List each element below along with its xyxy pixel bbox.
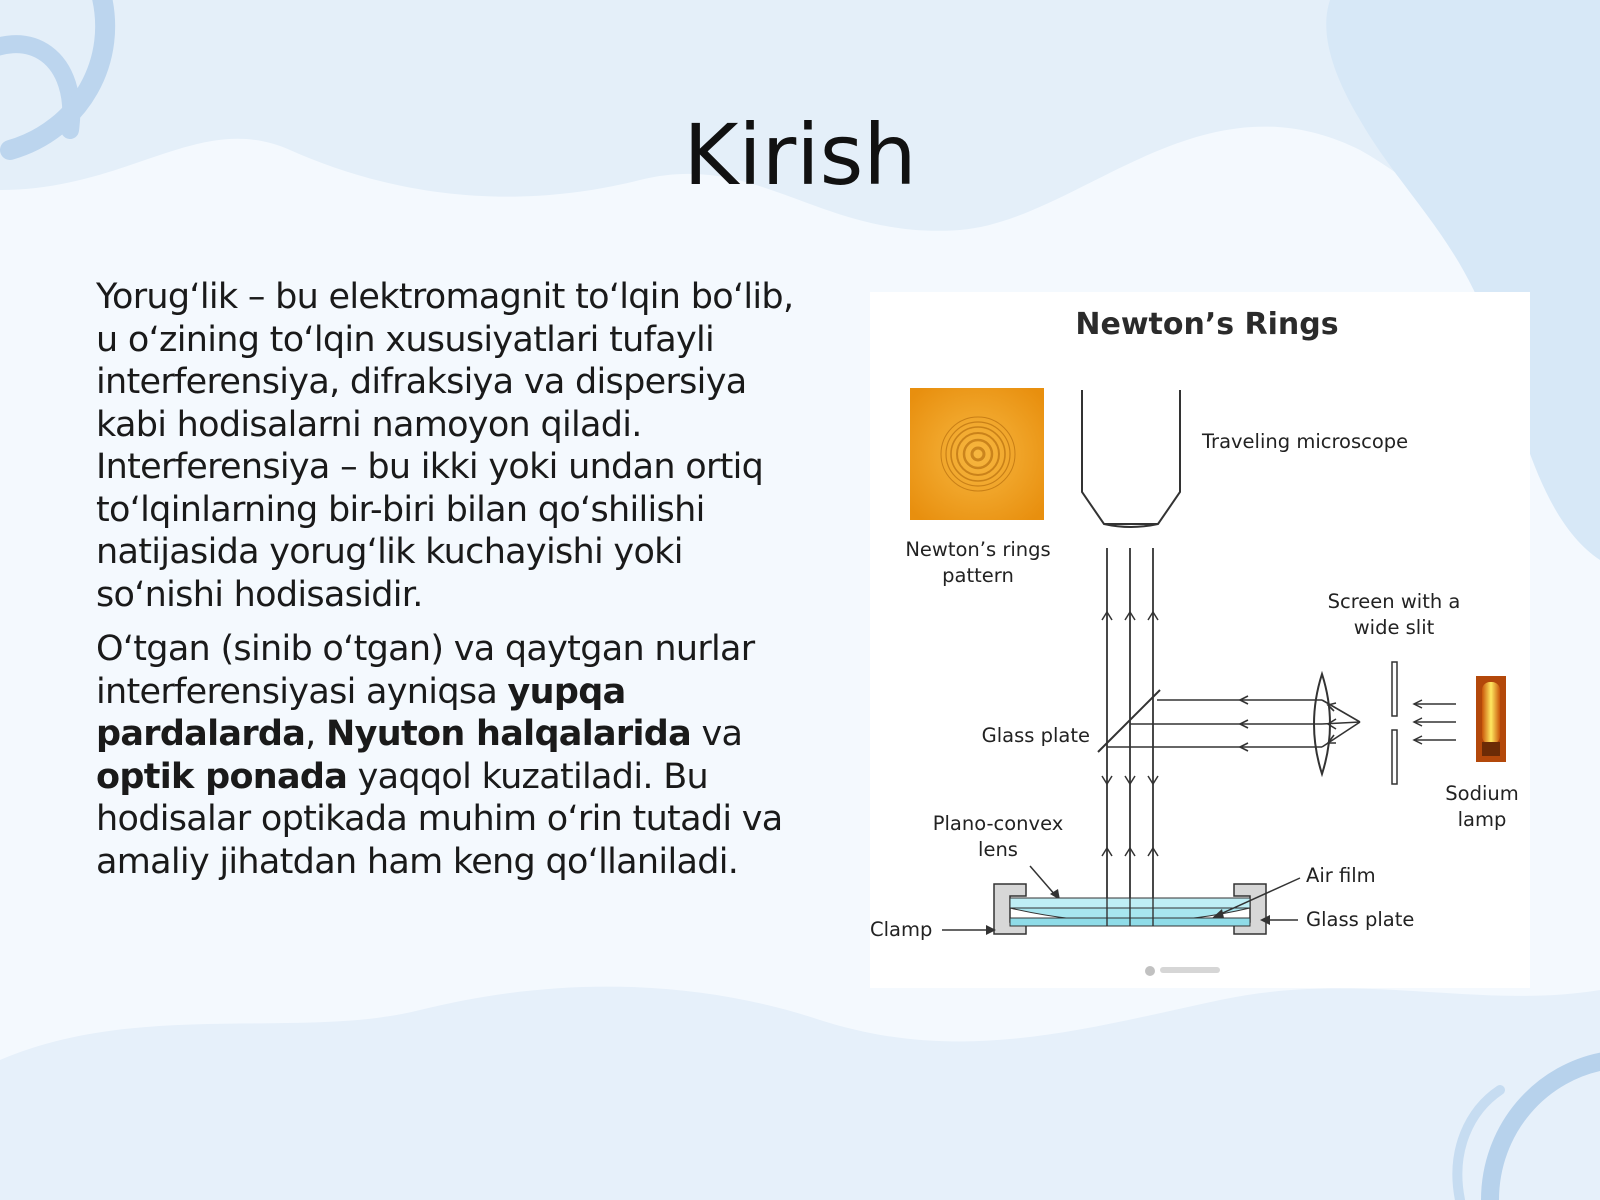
lens-pointer	[1030, 866, 1056, 896]
paragraph-2-text-3: va	[691, 714, 743, 754]
label-air-film: Air film	[1306, 864, 1376, 887]
label-glass-plate-top: Glass plate	[981, 724, 1090, 747]
paragraph-1: Yorugʻlik – bu elektromagnit toʻlqin boʻlib, u oʻzining toʻlqin xususiyatlari tufayli interferensiya, difraksiya va dispersiya kabi hodisalarni namoyon qiladi. Interferensiya – bu ikki yoki undan ortiq toʻlqinlarning bir-biri bilan qoʻshilishi natijasida yorugʻlik kuchayishi yoki soʻnishi hodisasidir.	[96, 277, 794, 615]
slide-body-text	[96, 276, 796, 895]
label-sodium-2: lamp	[1457, 808, 1507, 831]
paragraph-2-text-4: yaqqol kuzatiladi. Bu hodisalar optikada muhim oʻrin tutadi va amaliy jihatdan ham keng qoʻllaniladi.	[96, 756, 783, 882]
paragraph-2-text-1: Oʻtgan (sinib oʻtgan) va qaytgan nurlar interferensiyasi ayniqsa	[96, 629, 755, 712]
label-microscope: Traveling microscope	[1202, 430, 1409, 453]
slit-screen	[1392, 662, 1397, 784]
label-clamp: Clamp	[870, 918, 933, 941]
label-sodium-1: Sodium	[1445, 782, 1519, 805]
traveling-microscope	[1082, 390, 1180, 527]
rings-pattern-image	[910, 388, 1044, 520]
diagram-title: Newton’s Rings	[1075, 307, 1339, 342]
lamp-light-arrows	[1414, 700, 1456, 744]
label-lens-2: lens	[978, 838, 1018, 861]
bold-term-optical-wedge: optik ponada	[96, 756, 348, 797]
paragraph-2-text-2: ,	[305, 714, 327, 754]
label-rings-pattern-1: Newton’s rings	[905, 538, 1051, 561]
sodium-lamp	[1476, 676, 1506, 762]
label-glass-plate-bottom: Glass plate	[1306, 908, 1415, 931]
label-screen-1: Screen with a	[1327, 590, 1461, 613]
bold-term-newton-rings: Nyuton halqalarida	[326, 714, 692, 754]
label-screen-2: wide slit	[1353, 616, 1435, 639]
bold-term-thin-films: yupqa pardalarda	[96, 671, 626, 754]
label-rings-pattern-2: pattern	[942, 564, 1014, 587]
label-lens-1: Plano-convex	[932, 812, 1064, 835]
watermark-logo	[1145, 966, 1220, 976]
paragraph-2	[96, 628, 796, 883]
newtons-rings-diagram	[870, 292, 1530, 988]
slide-title: Kirish	[683, 106, 917, 204]
